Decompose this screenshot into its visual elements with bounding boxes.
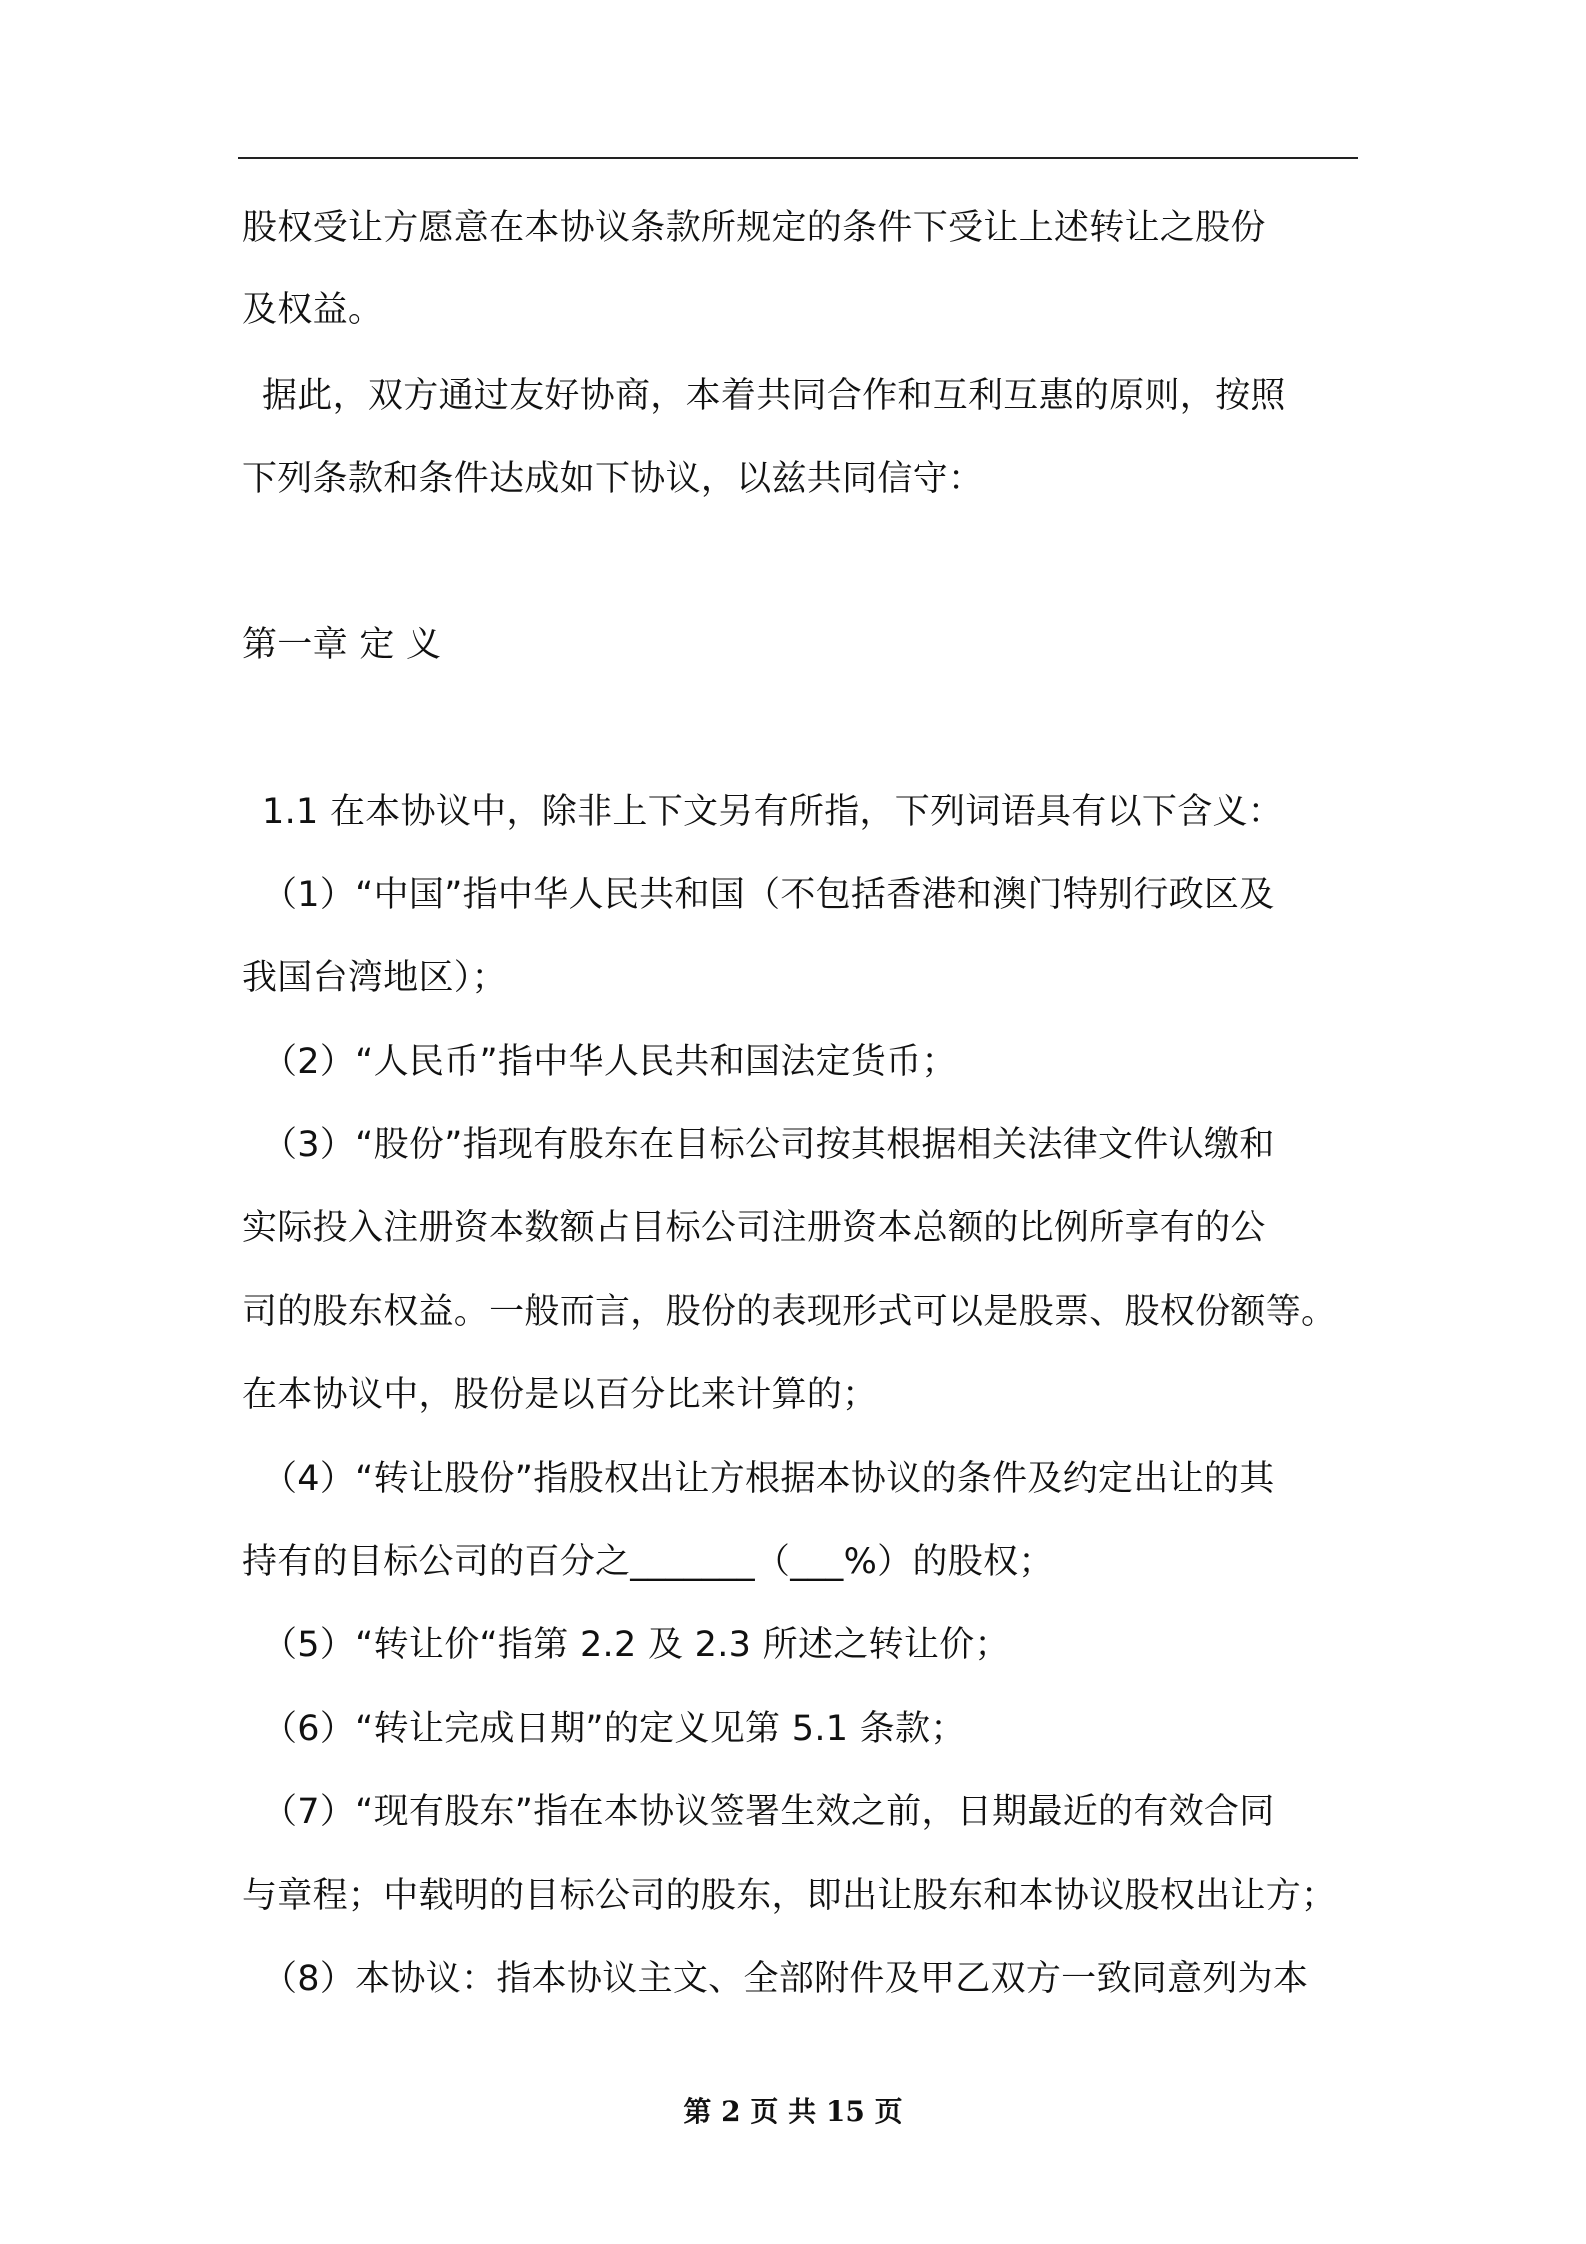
header-rule xyxy=(238,157,1358,159)
paragraph-line: 下列条款和条件达成如下协议，以兹共同信守： xyxy=(242,459,984,499)
page-footer: 第 2 页 共 15 页 xyxy=(683,2095,903,2128)
paragraph-line: 持有的目标公司的百分之_______（___%）的股权； xyxy=(242,1542,1054,1582)
paragraph-line: 1.1 在本协议中，除非上下文另有所指，下列词语具有以下含义： xyxy=(262,792,1284,832)
definition-item: （5）“转让价“指第 2.2 及 2.3 所述之转让价； xyxy=(262,1625,1010,1665)
paragraph-line: 与章程；中载明的目标公司的股东，即出让股东和本协议股权出让方； xyxy=(242,1876,1337,1916)
definition-item: （8）本协议：指本协议主文、全部附件及甲乙双方一致同意列为本 xyxy=(262,1959,1309,1999)
paragraph-line: 实际投入注册资本数额占目标公司注册资本总额的比例所享有的公 xyxy=(242,1208,1266,1248)
chapter-heading: 第一章 定 义 xyxy=(242,625,442,665)
definition-item: （2）“人民币”指中华人民共和国法定货币； xyxy=(262,1042,957,1082)
definition-item: （3）“股份”指现有股东在目标公司按其根据相关法律文件认缴和 xyxy=(262,1125,1275,1165)
paragraph-line: 股权受让方愿意在本协议条款所规定的条件下受让上述转让之股份 xyxy=(242,208,1266,248)
paragraph-line: 司的股东权益。一般而言，股份的表现形式可以是股票、股权份额等。 xyxy=(242,1292,1337,1332)
definition-item: （7）“现有股东”指在本协议签署生效之前，日期最近的有效合同 xyxy=(262,1792,1275,1832)
paragraph-line: 据此，双方通过友好协商，本着共同合作和互利互惠的原则，按照 xyxy=(262,376,1286,416)
definition-item: （1）“中国”指中华人民共和国（不包括香港和澳门特别行政区及 xyxy=(262,875,1275,915)
definition-item: （4）“转让股份”指股权出让方根据本协议的条件及约定出让的其 xyxy=(262,1459,1275,1499)
paragraph-line: 我国台湾地区）； xyxy=(242,958,507,998)
definition-item: （6）“转让完成日期”的定义见第 5.1 条款； xyxy=(262,1709,966,1749)
paragraph-line: 及权益。 xyxy=(242,290,384,330)
paragraph-line: 在本协议中，股份是以百分比来计算的； xyxy=(242,1375,878,1415)
